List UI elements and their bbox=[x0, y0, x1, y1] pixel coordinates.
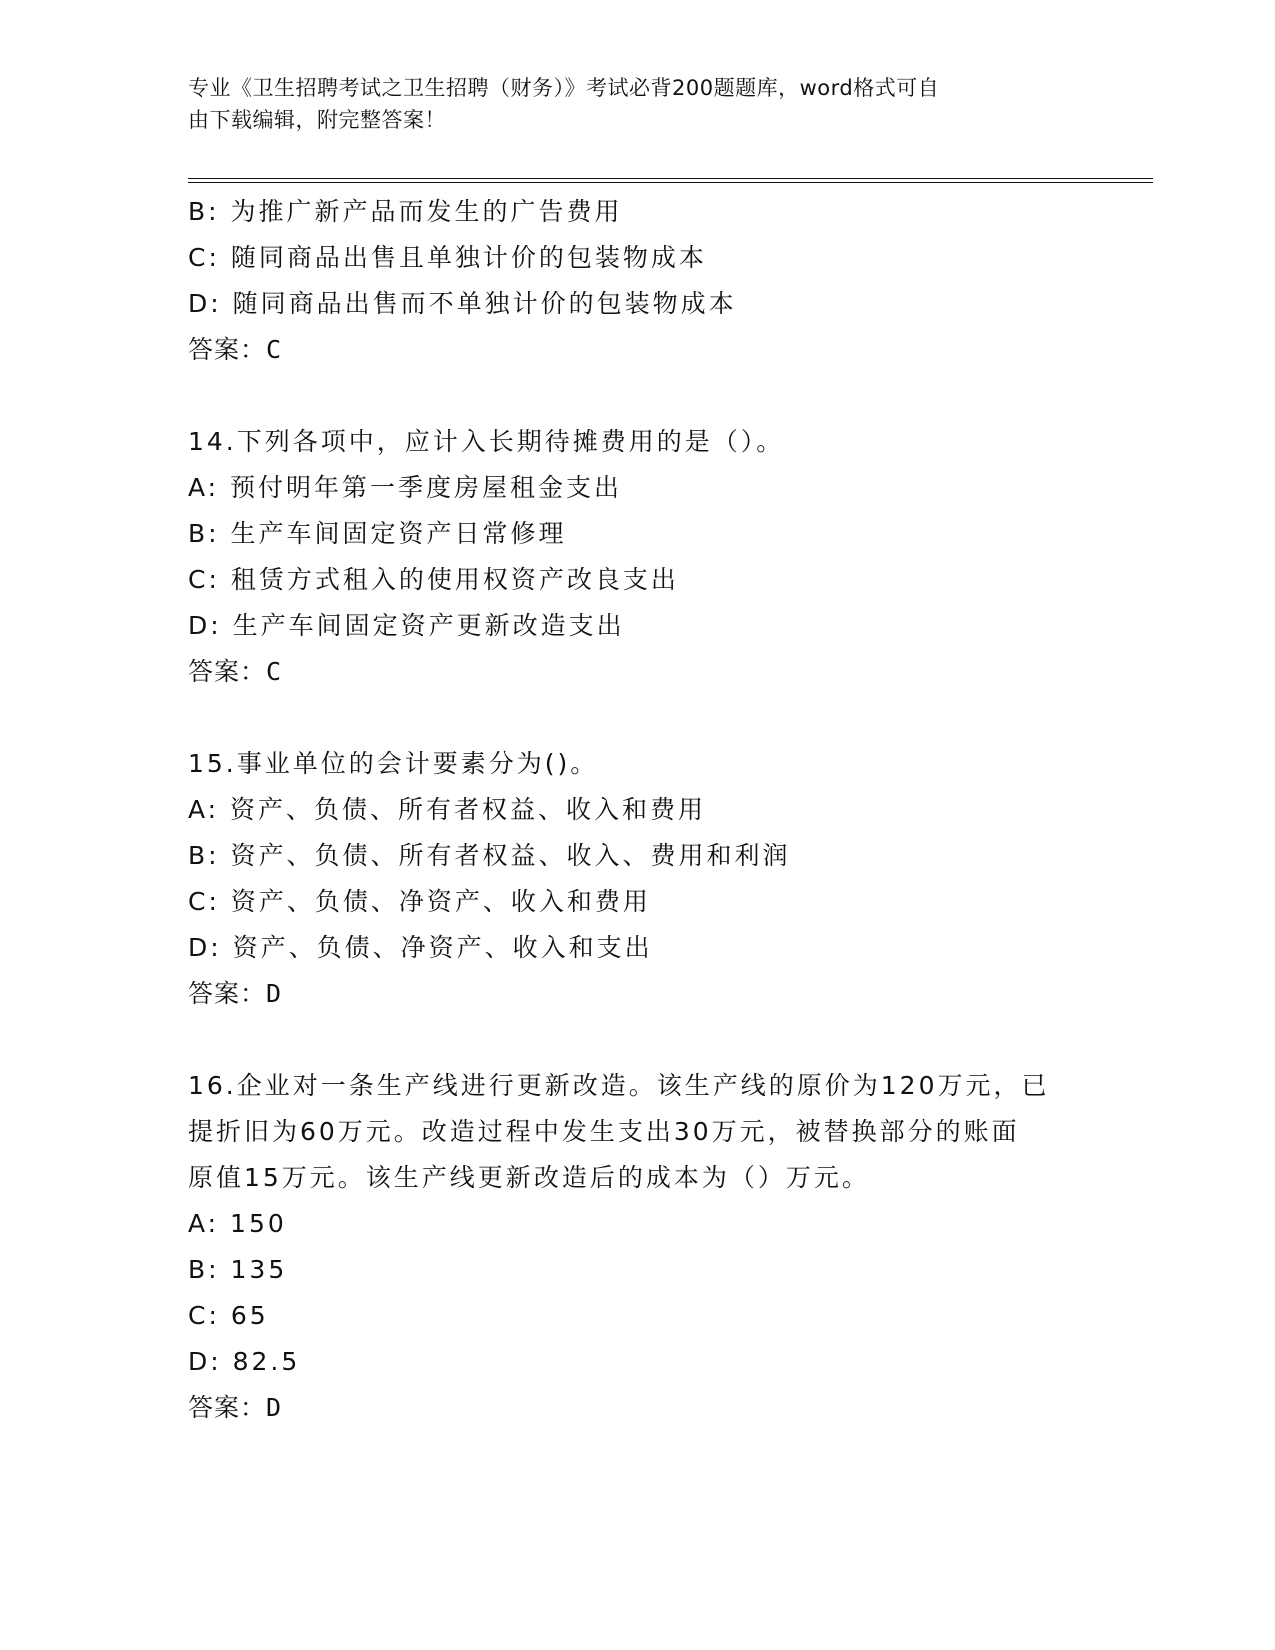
option-b: B: 生产车间固定资产日常修理 bbox=[188, 519, 567, 548]
question-stem-line-3: 原值15万元。该生产线更新改造后的成本为（）万元。 bbox=[188, 1163, 870, 1192]
option-b: B: 资产、负债、所有者权益、收入、费用和利润 bbox=[188, 841, 791, 870]
option-d: D: 资产、负债、净资产、收入和支出 bbox=[188, 933, 653, 962]
header-line-1: 专业《卫生招聘考试之卫生招聘（财务）》考试必背200题题库，word格式可自 bbox=[188, 76, 940, 100]
question-14 bbox=[188, 419, 1088, 695]
document-header bbox=[188, 72, 1078, 136]
answer bbox=[188, 971, 1088, 1017]
option-d: D: 随同商品出售而不单独计价的包装物成本 bbox=[188, 289, 737, 318]
question-stem: 15.事业单位的会计要素分为()。 bbox=[188, 749, 599, 778]
question-stem-line-2: 提折旧为60万元。改造过程中发生支出30万元，被替换部分的账面 bbox=[188, 1117, 1020, 1146]
option-a: A: 150 bbox=[188, 1209, 287, 1238]
answer-label: 答案： bbox=[188, 1393, 267, 1422]
answer-value: C bbox=[266, 335, 283, 364]
header-line-2: 由下载编辑，附完整答案！ bbox=[188, 108, 446, 132]
header-divider-bottom bbox=[188, 182, 1153, 183]
answer-label: 答案： bbox=[188, 657, 267, 686]
question-carryover bbox=[188, 189, 1088, 373]
answer-value: C bbox=[266, 657, 283, 686]
option-b: B: 为推广新产品而发生的广告费用 bbox=[188, 197, 623, 226]
answer bbox=[188, 1385, 1088, 1431]
option-c: C: 资产、负债、净资产、收入和费用 bbox=[188, 887, 651, 916]
question-16 bbox=[188, 1063, 1088, 1431]
option-c: C: 租赁方式租入的使用权资产改良支出 bbox=[188, 565, 679, 594]
answer-label: 答案： bbox=[188, 335, 267, 364]
option-d: D: 82.5 bbox=[188, 1347, 301, 1376]
answer-value: D bbox=[266, 1393, 283, 1422]
answer bbox=[188, 649, 1088, 695]
answer-value: D bbox=[266, 979, 283, 1008]
question-15 bbox=[188, 741, 1088, 1017]
option-c: C: 随同商品出售且单独计价的包装物成本 bbox=[188, 243, 707, 272]
option-c: C: 65 bbox=[188, 1301, 269, 1330]
question-stem-line-1: 16.企业对一条生产线进行更新改造。该生产线的原价为120万元，已 bbox=[188, 1071, 1050, 1100]
answer bbox=[188, 327, 1088, 373]
option-d: D: 生产车间固定资产更新改造支出 bbox=[188, 611, 625, 640]
option-a: A: 资产、负债、所有者权益、收入和费用 bbox=[188, 795, 707, 824]
question-list bbox=[188, 189, 1088, 1431]
option-b: B: 135 bbox=[188, 1255, 288, 1284]
answer-label: 答案： bbox=[188, 979, 267, 1008]
question-stem: 14.下列各项中，应计入长期待摊费用的是（）。 bbox=[188, 427, 785, 456]
header-divider-top bbox=[188, 178, 1153, 179]
option-a: A: 预付明年第一季度房屋租金支出 bbox=[188, 473, 623, 502]
